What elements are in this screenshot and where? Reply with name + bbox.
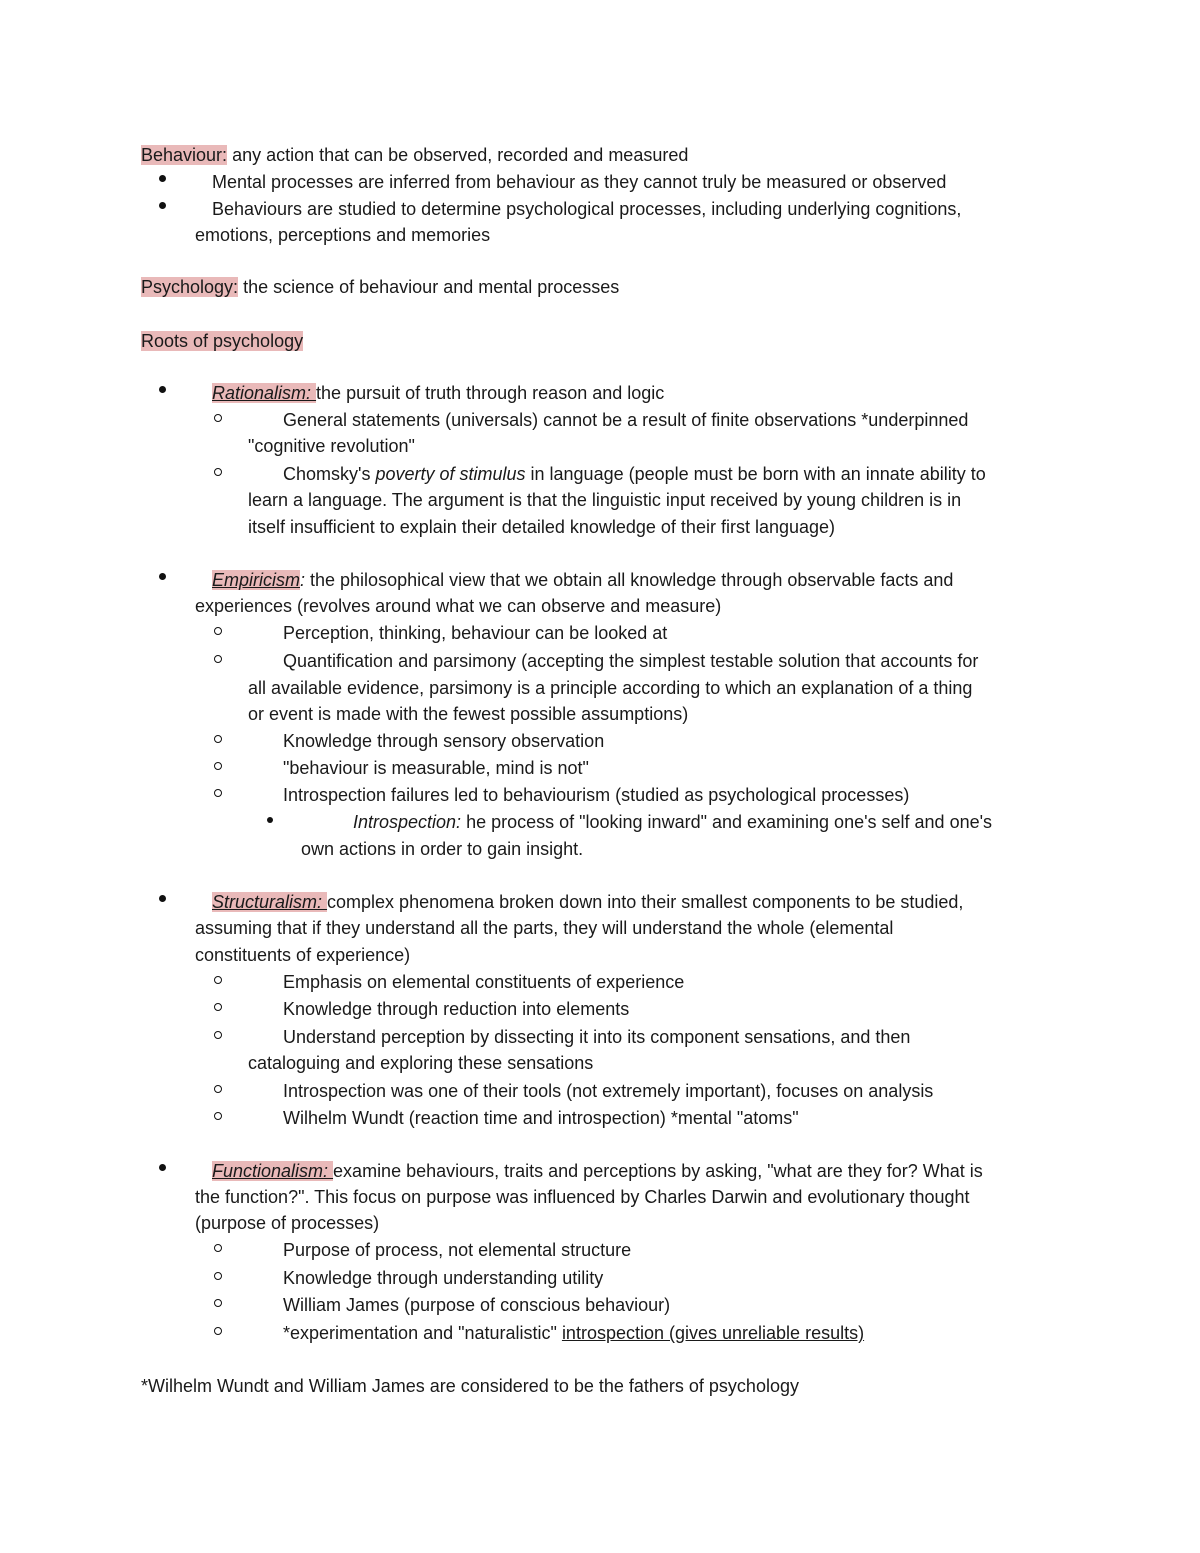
behaviour-point: Behaviours are studied to determine psychological processes, including underlying cognitions, bbox=[212, 199, 962, 219]
rationalism-chomsky-continued: itself insufficient to explain their detailed knowledge of their first language) bbox=[248, 517, 836, 537]
empiricism-point: Perception, thinking, behaviour can be looked at bbox=[283, 623, 668, 643]
functionalism-point: Purpose of process, not elemental structure bbox=[283, 1240, 632, 1260]
structuralism-point-continued: cataloguing and exploring these sensations bbox=[248, 1053, 594, 1073]
behaviour-term: Behaviour: bbox=[141, 145, 228, 165]
rationalism-point: General statements (universals) cannot be a result of finite observations *underpinned bbox=[283, 410, 969, 430]
functionalism-point-last: *experimentation and "naturalistic" introspection (gives unreliable results) bbox=[283, 1323, 865, 1343]
bullet-icon bbox=[159, 175, 166, 182]
functionalism-definition-continued: (purpose of processes) bbox=[195, 1213, 380, 1233]
empiricism-point-continued: all available evidence, parsimony is a principle according to which an explanation of a thing bbox=[248, 678, 973, 698]
psychology-term: Psychology: bbox=[141, 277, 239, 297]
circle-bullet-icon bbox=[214, 976, 222, 984]
bullet-icon bbox=[159, 573, 166, 580]
bullet-icon bbox=[267, 817, 273, 823]
circle-bullet-icon bbox=[214, 468, 222, 476]
circle-bullet-icon bbox=[214, 414, 222, 422]
structuralism-point: Wilhelm Wundt (reaction time and introspection) *mental "atoms" bbox=[283, 1108, 799, 1128]
functionalism-term: Functionalism: bbox=[212, 1161, 334, 1181]
structuralism-term: Structuralism: bbox=[212, 892, 328, 912]
empiricism-term: Empiricism bbox=[212, 570, 300, 590]
circle-bullet-icon bbox=[214, 1085, 222, 1093]
empiricism-definition-continued: experiences (revolves around what we can observe and measure) bbox=[195, 596, 722, 616]
empiricism-definition: Empiricism: the philosophical view that we obtain all knowledge through observable facts and bbox=[212, 570, 954, 590]
psychology-definition: Psychology: the science of behaviour and mental processes bbox=[141, 277, 620, 297]
circle-bullet-icon bbox=[214, 1244, 222, 1252]
empiricism-point: Knowledge through sensory observation bbox=[283, 731, 605, 751]
circle-bullet-icon bbox=[214, 1031, 222, 1039]
structuralism-point: Knowledge through reduction into elements bbox=[283, 999, 630, 1019]
bullet-icon bbox=[159, 1164, 166, 1171]
rationalism-term: Rationalism: bbox=[212, 383, 317, 403]
circle-bullet-icon bbox=[214, 789, 222, 797]
circle-bullet-icon bbox=[214, 1003, 222, 1011]
structuralism-definition-continued: constituents of experience) bbox=[195, 945, 411, 965]
behaviour-point: Mental processes are inferred from behaviour as they cannot truly be measured or observed bbox=[212, 172, 947, 192]
structuralism-point: Understand perception by dissecting it into its component sensations, and then bbox=[283, 1027, 911, 1047]
circle-bullet-icon bbox=[214, 1272, 222, 1280]
introspection-definition-continued: own actions in order to gain insight. bbox=[301, 839, 584, 859]
structuralism-point: Introspection was one of their tools (not extremely important), focuses on analysis bbox=[283, 1081, 934, 1101]
functionalism-point: Knowledge through understanding utility bbox=[283, 1268, 604, 1288]
bullet-icon bbox=[159, 895, 166, 902]
circle-bullet-icon bbox=[214, 1299, 222, 1307]
circle-bullet-icon bbox=[214, 627, 222, 635]
circle-bullet-icon bbox=[214, 655, 222, 663]
behaviour-definition: Behaviour: any action that can be observed, recorded and measured bbox=[141, 145, 689, 165]
behaviour-point-continued: emotions, perceptions and memories bbox=[195, 225, 491, 245]
empiricism-point: Quantification and parsimony (accepting the simplest testable solution that accounts for bbox=[283, 651, 979, 671]
circle-bullet-icon bbox=[214, 1327, 222, 1335]
structuralism-definition-continued: assuming that if they understand all the parts, they will understand the whole (elemental bbox=[195, 918, 894, 938]
introspection-term: Introspection: bbox=[353, 812, 462, 832]
roots-heading: Roots of psychology bbox=[141, 331, 304, 351]
functionalism-point: William James (purpose of conscious behaviour) bbox=[283, 1295, 671, 1315]
structuralism-point: Emphasis on elemental constituents of experience bbox=[283, 972, 685, 992]
functionalism-definition-continued: the function?". This focus on purpose was influenced by Charles Darwin and evolutionary thought bbox=[195, 1187, 970, 1207]
footnote: *Wilhelm Wundt and William James are considered to be the fathers of psychology bbox=[141, 1376, 799, 1396]
circle-bullet-icon bbox=[214, 762, 222, 770]
functionalism-definition: Functionalism: examine behaviours, traits and perceptions by asking, "what are they for? What is bbox=[212, 1161, 983, 1181]
empiricism-point-continued: or event is made with the fewest possible assumptions) bbox=[248, 704, 689, 724]
bullet-icon bbox=[159, 386, 166, 393]
introspection-definition: Introspection: he process of "looking inward" and examining one's self and one's bbox=[353, 812, 993, 832]
rationalism-definition: Rationalism: the pursuit of truth through reason and logic bbox=[212, 383, 665, 403]
empiricism-point: "behaviour is measurable, mind is not" bbox=[283, 758, 589, 778]
rationalism-point-continued: "cognitive revolution" bbox=[248, 436, 415, 456]
structuralism-definition: Structuralism: complex phenomena broken down into their smallest components to be studied, bbox=[212, 892, 964, 912]
bullet-icon bbox=[159, 202, 166, 209]
rationalism-chomsky: Chomsky's poverty of stimulus in language (people must be born with an innate ability to bbox=[283, 464, 986, 484]
circle-bullet-icon bbox=[214, 735, 222, 743]
circle-bullet-icon bbox=[214, 1112, 222, 1120]
rationalism-chomsky-continued: learn a language. The argument is that the linguistic input received by young children is in bbox=[248, 490, 962, 510]
empiricism-point: Introspection failures led to behaviourism (studied as psychological processes) bbox=[283, 785, 910, 805]
